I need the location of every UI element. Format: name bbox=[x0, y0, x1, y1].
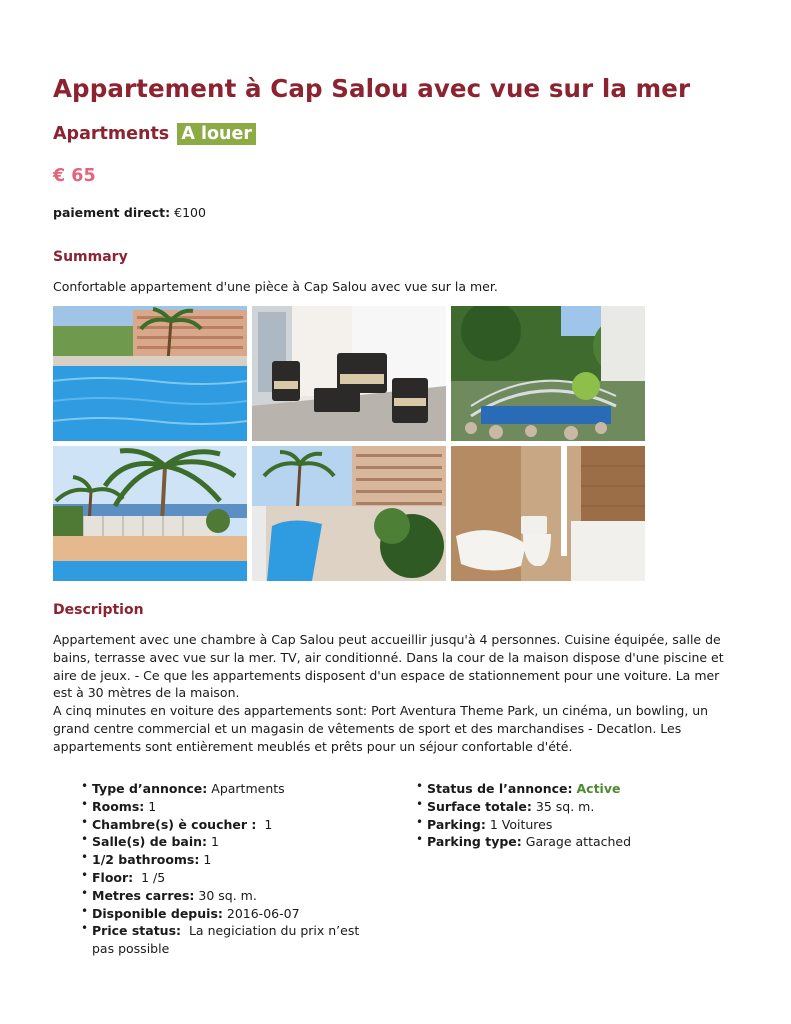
property-type-label: Apartments bbox=[53, 124, 170, 144]
feature-value: 1 /5 bbox=[141, 869, 166, 885]
summary-heading: Summary bbox=[53, 249, 128, 265]
listing-subtitle bbox=[53, 123, 256, 145]
feature-value: Apartments bbox=[211, 781, 285, 796]
feature-item bbox=[388, 780, 718, 798]
feature-label: Chambre(s) è coucher : bbox=[92, 816, 257, 832]
feature-label: Rooms: bbox=[92, 798, 145, 814]
feature-value: La negiciation du prix n’est pas possible bbox=[92, 923, 360, 957]
pool-photo[interactable] bbox=[53, 306, 247, 441]
terrace-furniture-photo[interactable] bbox=[252, 306, 446, 441]
feature-label: Floor: bbox=[92, 869, 134, 885]
feature-value: 1 bbox=[211, 834, 219, 850]
description-paragraph: A cinq minutes en voiture des appartements sont: Port Aventura Theme Park, un cinéma, un bowling, un grand centre commercial et un magasin de vêtements de sport et des marchandises - Decatlon. Les appartements sont entièrement meublés et prêts pour un séjour confortable d'été. bbox=[53, 703, 709, 754]
listing-status-value: Active bbox=[576, 781, 621, 796]
feature-item bbox=[53, 780, 383, 798]
feature-label: Type d’annonce: bbox=[92, 781, 208, 796]
feature-value: 2016-06-07 bbox=[226, 905, 300, 921]
feature-item bbox=[53, 816, 383, 834]
description-paragraph: Appartement avec une chambre à Cap Salou peut accueillir jusqu'à 4 personnes. Cuisine équipée, salle de bains, terrasse avec vue sur la mer. TV, air conditionné. Dans la cour de la maison dispose d'une piscine et aire de jeux. - Ce que les appartements disposent d'un espace de stationnement pour une voiture. La mer est à 30 mètres de la maison. bbox=[53, 632, 724, 701]
status-badge: A louer bbox=[177, 123, 256, 145]
photo-gallery bbox=[53, 306, 646, 582]
feature-label: 1/2 bathrooms: bbox=[92, 852, 200, 868]
price: € 65 bbox=[53, 166, 96, 186]
feature-label: Parking: bbox=[427, 816, 486, 832]
feature-item bbox=[53, 905, 383, 923]
feature-value: 1 bbox=[264, 816, 273, 832]
deposit-value: €100 bbox=[174, 205, 206, 220]
feature-value: 1 bbox=[148, 798, 157, 814]
feature-value: 30 sq. m. bbox=[198, 887, 257, 903]
palm-sea-view-photo[interactable] bbox=[53, 446, 247, 581]
deposit-label: paiement direct: bbox=[53, 205, 171, 220]
feature-item bbox=[388, 798, 718, 816]
feature-value: Garage attached bbox=[525, 834, 632, 850]
description-body bbox=[53, 631, 738, 756]
feature-item bbox=[53, 869, 383, 887]
feature-item bbox=[388, 816, 718, 834]
feature-value: 1 Voitures bbox=[489, 816, 553, 832]
feature-label: Disponible depuis: bbox=[92, 905, 223, 921]
pool-building-photo[interactable] bbox=[252, 446, 446, 581]
features-list-left bbox=[53, 780, 383, 958]
feature-item bbox=[388, 833, 718, 851]
feature-item bbox=[53, 798, 383, 816]
feature-label: Metres carres: bbox=[92, 887, 195, 903]
feature-label: Status de l’annonce: bbox=[427, 781, 573, 796]
deposit-line bbox=[53, 205, 206, 220]
feature-label: Parking type: bbox=[427, 834, 522, 850]
bathroom-photo[interactable] bbox=[451, 446, 645, 581]
feature-item bbox=[53, 833, 383, 851]
page-title: Appartement à Cap Salou avec vue sur la mer bbox=[53, 74, 691, 103]
feature-label: Surface totale: bbox=[427, 798, 532, 814]
garden-bridge-photo[interactable] bbox=[451, 306, 645, 441]
feature-value: 35 sq. m. bbox=[535, 798, 595, 814]
feature-value: 1 bbox=[203, 852, 212, 868]
feature-item bbox=[53, 922, 383, 958]
feature-item bbox=[53, 851, 383, 869]
description-heading: Description bbox=[53, 602, 144, 618]
feature-label: Price status: bbox=[92, 923, 182, 939]
features-list-right bbox=[388, 780, 718, 851]
summary-text: Confortable appartement d'une pièce à Cap Salou avec vue sur la mer. bbox=[53, 279, 498, 294]
feature-item bbox=[53, 887, 383, 905]
feature-label: Salle(s) de bain: bbox=[92, 834, 208, 850]
